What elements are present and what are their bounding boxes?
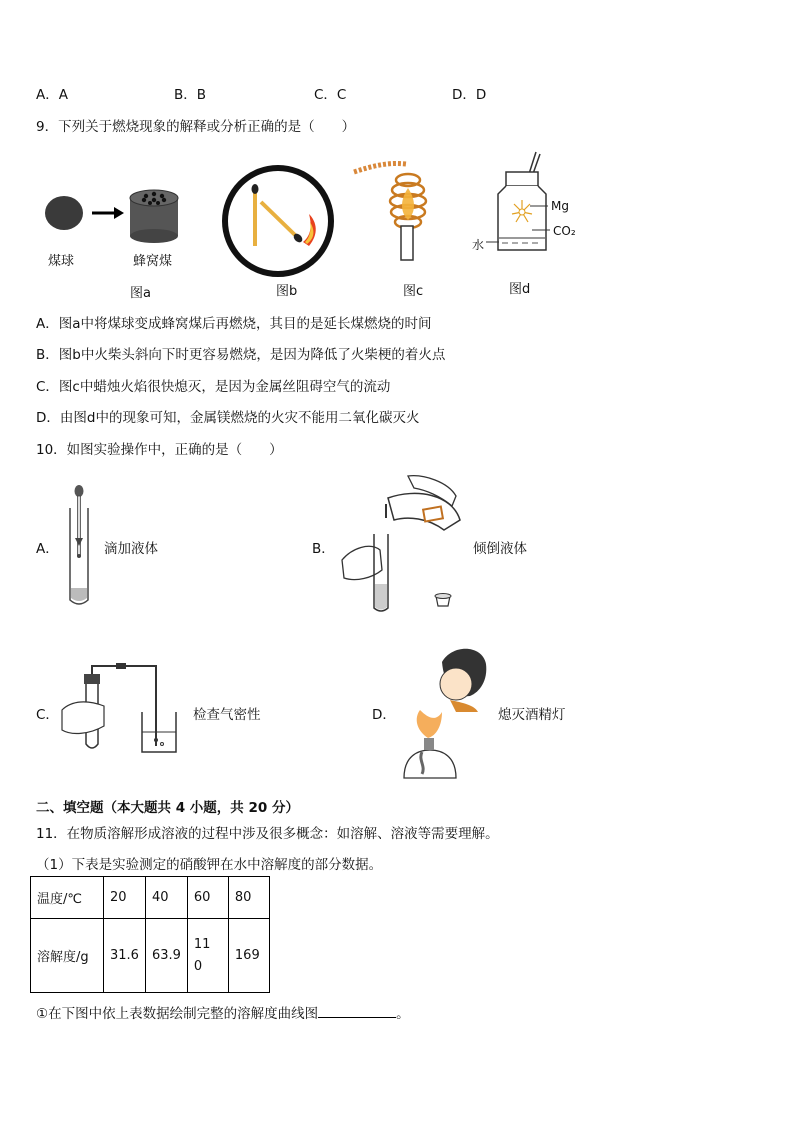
holding-hand	[342, 546, 382, 579]
section-2-title: 二、填空题（本大题共 4 小题，共 20 分）	[36, 800, 299, 816]
q11-part-1: （1）下表是实验测定的硝酸钾在水中溶解度的部分数据。	[36, 857, 383, 873]
temp-cell: 60	[187, 877, 228, 919]
caption-figure-b: 图b	[276, 284, 298, 299]
coal-ball	[45, 196, 83, 230]
label-coal-ball: 煤球	[48, 254, 75, 269]
temp-cell: 20	[104, 877, 146, 919]
q10-option-a-label: 滴加液体	[104, 541, 158, 557]
q10-option-c-letter: C．	[36, 707, 59, 723]
girl-body	[450, 700, 478, 712]
label-honeycomb-coal: 蜂窝煤	[133, 254, 173, 269]
q10-stem: 10．如图实验操作中，正确的是（ ）	[36, 442, 283, 458]
table-row	[31, 919, 270, 993]
q10-option-a-letter: A．	[36, 541, 59, 557]
q9-option-b: B．图b中火柴头斜向下时更容易燃烧，是因为降低了火柴梗的着火点	[36, 347, 446, 363]
label-water: 水	[472, 238, 485, 252]
candle	[401, 226, 413, 260]
row-header-temperature: 温度/℃	[31, 877, 104, 919]
hand-c	[62, 702, 104, 734]
q10-option-b-label: 倾倒液体	[473, 541, 527, 557]
lamp-flame-d	[417, 710, 442, 738]
metal-wire-handle	[354, 163, 406, 172]
q10-option-c-label: 检查气密性	[193, 707, 261, 723]
solubility-60-line2: 0	[193, 958, 203, 974]
q10-option-b-letter: B．	[312, 541, 335, 557]
solubility-60-line1: 11	[193, 936, 211, 952]
girl-face	[440, 668, 472, 700]
prev-option-d: D．D	[452, 87, 487, 103]
figure-b-illustration	[219, 162, 337, 280]
alcohol-lamp	[404, 750, 456, 778]
extinguish-alcohol-lamp-illustration	[396, 640, 492, 786]
q9-option-a: A．图a中将煤球变成蜂窝煤后再燃烧，其目的是延长煤燃烧的时间	[36, 316, 432, 332]
q11-subquestion-1	[36, 1002, 410, 1022]
prev-option-c: C．C	[314, 87, 347, 103]
table-row	[31, 877, 270, 919]
q11-stem: 11．在物质溶解形成溶液的过程中涉及很多概念：如溶解、溶液等需要理解。	[36, 826, 499, 842]
bottle-body	[498, 186, 546, 250]
figure-c-illustration	[352, 158, 440, 262]
honeycomb-bottom	[130, 229, 178, 243]
caption-figure-c: 图c	[403, 284, 424, 299]
solubility-cell: 63.9	[145, 919, 187, 993]
pouring-liquid-illustration	[336, 472, 464, 616]
q10-option-d-letter: D．	[372, 707, 396, 723]
label-co2: CO₂	[553, 224, 576, 238]
bottle-label	[423, 507, 443, 522]
prev-option-b: B．B	[174, 87, 207, 103]
solubility-cell	[187, 919, 228, 993]
figure-a-illustration	[40, 186, 190, 246]
solubility-table	[30, 876, 270, 993]
q11-subquestion-text: ①在下图中依上表数据绘制完整的溶解度曲线图	[36, 1006, 319, 1022]
dropper-bulb	[75, 485, 84, 497]
solubility-cell: 31.6	[104, 919, 146, 993]
answer-blank[interactable]	[318, 1005, 396, 1018]
q10-option-d-label: 熄灭酒精灯	[498, 707, 566, 723]
solubility-cell: 169	[228, 919, 269, 993]
q9-stem: 9．下列关于燃烧现象的解释或分析正确的是（ ）	[36, 119, 356, 135]
arrow-head	[114, 207, 124, 219]
q9-option-c: C．图c中蜡烛火焰很快熄灭，是因为金属丝阻碍空气的流动	[36, 379, 391, 395]
q11-subquestion-end: 。	[396, 1006, 410, 1022]
caption-figure-a: 图a	[130, 286, 151, 301]
airtightness-check-illustration	[58, 660, 186, 756]
bottle-neck	[506, 172, 538, 186]
rubber-stopper	[84, 674, 100, 684]
droplet	[77, 554, 81, 558]
label-mg: Mg	[551, 199, 569, 213]
match-upright-head	[252, 184, 259, 194]
dropper-test-tube-illustration	[66, 484, 92, 610]
temp-cell: 80	[228, 877, 269, 919]
prev-option-a: A．A	[36, 87, 68, 103]
row-header-solubility: 溶解度/g	[31, 919, 104, 993]
temp-cell: 40	[145, 877, 187, 919]
caption-figure-d: 图d	[509, 282, 531, 297]
q9-option-d: D．由图d中的现象可知，金属镁燃烧的火灾不能用二氧化碳灭火	[36, 410, 420, 426]
